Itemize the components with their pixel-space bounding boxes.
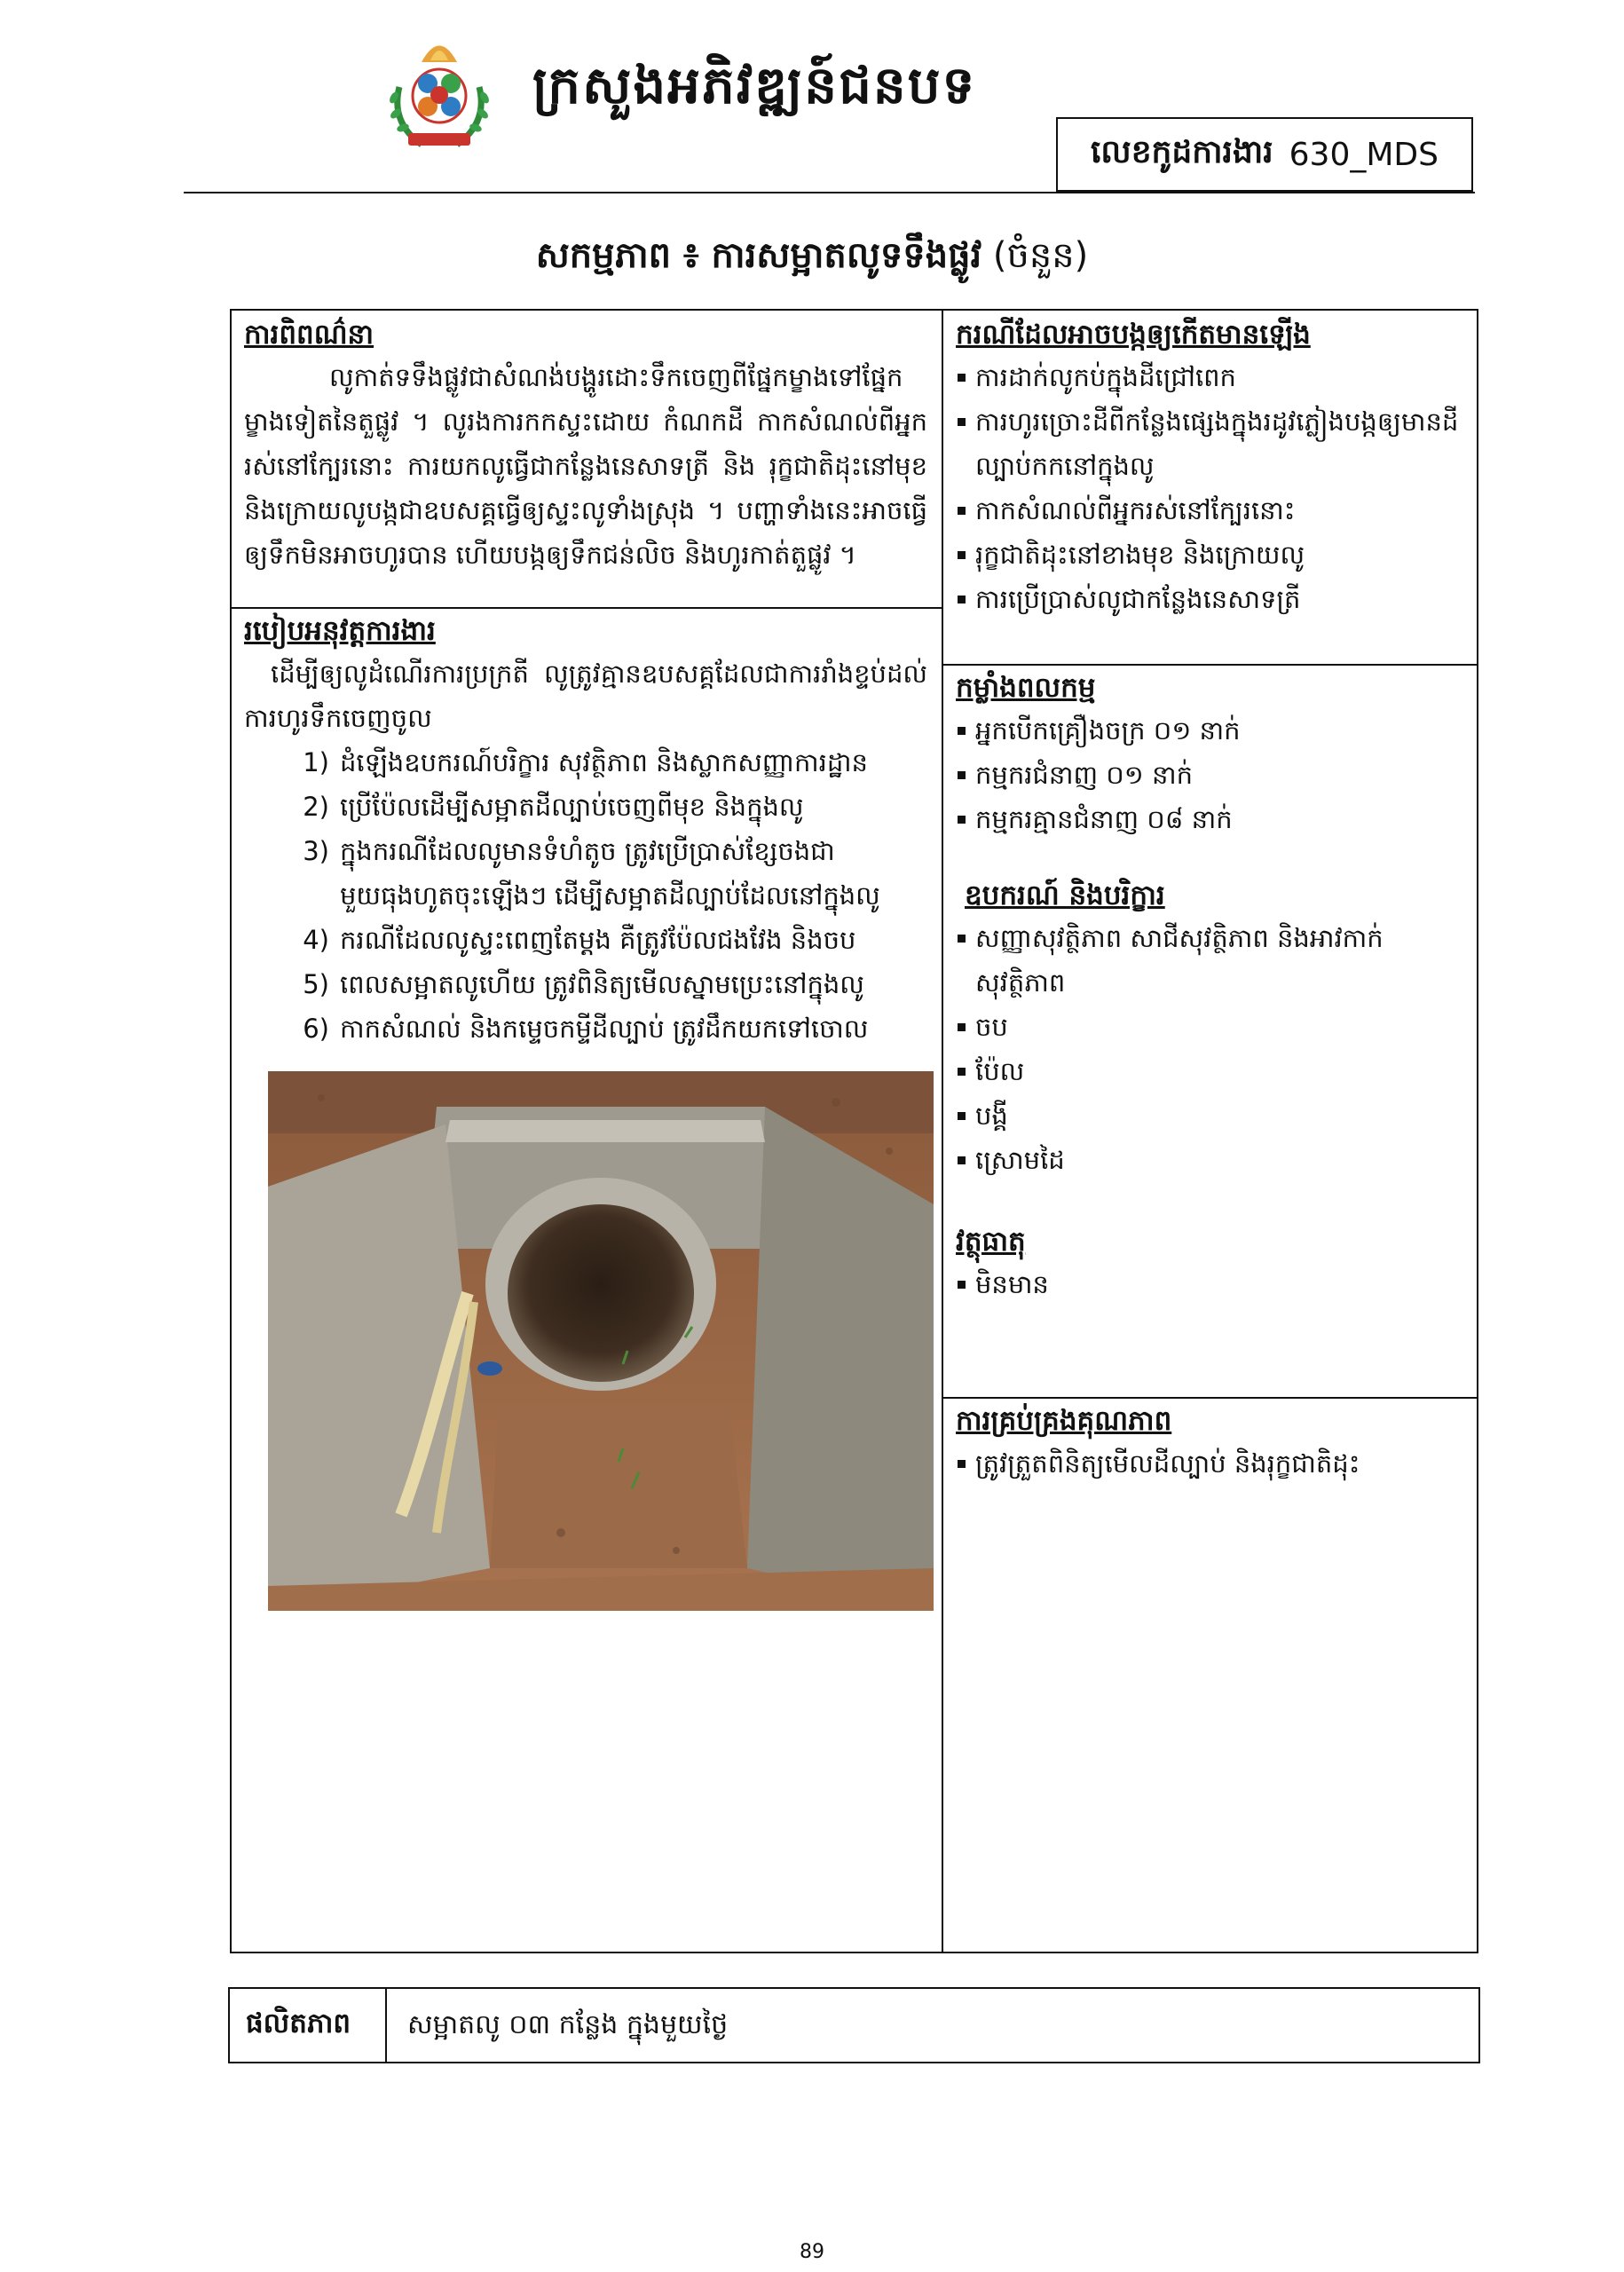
list-item: កម្មករគ្មានជំនាញ ០៨ នាក់ xyxy=(956,797,1462,841)
row-divider-right-2 xyxy=(942,1397,1477,1399)
quality-list xyxy=(956,1441,1462,1486)
list-item: រុក្ខជាតិដុះនៅខាងមុខ និងក្រោយលូ xyxy=(956,532,1462,577)
list-item: អ្នកបើកគ្រឿងចក្រ ០១ នាក់ xyxy=(956,708,1462,753)
method-step: 2) ប្រើប៉ែលដើម្បីសម្អាតដីល្បាប់ចេញពីមុខ និងក្នុងលូ xyxy=(303,792,804,822)
list-item: ចប xyxy=(956,1005,1462,1049)
list-item: ការប្រើប្រាស់លូជាកន្លែងនេសាទត្រី xyxy=(956,577,1462,621)
header-divider xyxy=(184,192,1475,193)
method-step: 1) ដំឡើងឧបករណ៍បរិក្ខារ សុវត្ថិភាព និងស្លាកសញ្ញាការដ្ឋាន xyxy=(303,747,868,777)
row-divider-left xyxy=(232,607,942,609)
list-item: បង្គី xyxy=(956,1093,1462,1138)
list-item: កម្មករជំនាញ ០១ នាក់ xyxy=(956,753,1462,797)
work-code-label: លេខកូដការងារ xyxy=(1090,133,1273,170)
method-heading: របៀបអនុវត្តការងារ xyxy=(244,615,436,647)
column-divider xyxy=(942,311,943,1952)
method-intro: ដើម្បីឲ្យលូដំណើរការប្រក្រតី លូត្រូវគ្មានឧបសគ្គដែលជាការរាំងខ្ទប់ដល់ការហូរទឹកចេញចូល xyxy=(244,659,927,733)
productivity-divider xyxy=(385,1989,387,2062)
list-item: មិនមាន xyxy=(956,1262,1462,1306)
method-step: 5) ពេលសម្អាតលូហើយ ត្រូវពិនិត្យមើលស្នាមប្រេះនៅក្នុងលូ xyxy=(303,969,864,999)
culvert-photo xyxy=(268,1071,934,1611)
materials-heading: វត្ថុធាតុ xyxy=(956,1226,1026,1258)
list-item: ការដាក់លូកប់ក្នុងដីជ្រៅពេក xyxy=(956,355,1462,399)
work-code-box xyxy=(1056,117,1473,192)
list-item: កាកសំណល់ពីអ្នករស់នៅក្បែរនោះ xyxy=(956,488,1462,532)
labor-list xyxy=(956,708,1462,841)
description-heading: ការពិពណ៌នា xyxy=(244,319,374,351)
equipment-heading: ឧបករណ៍ និងបរិក្ខារ xyxy=(965,880,1165,911)
page-number: 89 xyxy=(800,2241,824,2263)
list-item: ត្រូវត្រួតពិនិត្យមើលដីល្បាប់ និងរុក្ខជាតិដុះ xyxy=(956,1441,1462,1486)
activity-qualifier: (ចំនួន) xyxy=(992,235,1089,276)
activity-title xyxy=(0,233,1624,285)
method-steps xyxy=(244,740,927,1051)
list-item: សញ្ញាសុវត្ថិភាព សាជីសុវត្ថិភាព និងអាវកាក់សុវត្ថិភាព xyxy=(956,916,1462,1005)
quality-heading: ការគ្រប់គ្រងគុណភាព xyxy=(956,1405,1172,1437)
causes-list xyxy=(956,355,1462,621)
activity-label: សកម្មភាព ៖ ការសម្អាតលូទទឹងផ្លូវ xyxy=(535,235,982,276)
method-step: 3) ក្នុងករណីដែលលូមានទំហំតូច ត្រូវប្រើប្រាស់ខ្សែចងជាមួយធុងហូតចុះឡើងៗ ដើម្បីសម្អាតដីល្បាប់ដែលនៅក្នុងលូ xyxy=(303,836,880,911)
row-divider-right-1 xyxy=(942,664,1477,666)
labor-heading: កម្លាំងពលកម្ម xyxy=(956,672,1096,704)
method-step: 4) ករណីដែលលូស្ទះពេញតែម្តង គឺត្រូវប៉ែលជងវែង និងចប xyxy=(303,925,856,955)
materials-list xyxy=(956,1262,1462,1306)
ministry-title: ក្រសួងអភិវឌ្ឍន៍ជនបទ xyxy=(532,55,977,115)
equipment-list xyxy=(956,916,1462,1182)
method-step: 6) កាកសំណល់ និងកម្ទេចកម្ទីដីល្បាប់ ត្រូវដឹកយកទៅចោល xyxy=(303,1014,869,1044)
productivity-heading: ផលិតភាព xyxy=(246,2008,351,2039)
list-item: ការហូរច្រោះដីពីកន្លែងផ្សេងក្នុងរដូវភ្លៀងបង្កឲ្យមានដីល្បាប់កកនៅក្នុងលូ xyxy=(956,399,1462,488)
productivity-value: សម្អាតលូ ០៣ កន្លែង ក្នុងមួយថ្ងៃ xyxy=(407,2009,729,2040)
list-item: ស្រោមដៃ xyxy=(956,1138,1462,1182)
description-text: លូកាត់ទទឹងផ្លូវជាសំណង់បង្ហូរដោះទឹកចេញពីផ្នែកម្ខាងទៅផ្នែកម្ខាងទៀតនៃតួផ្លូវ ។ លូរងការកកស្ទះដោយ កំណកដី កាកសំណល់ពីអ្នករស់នៅក្បែរនោះ ការយកលូធ្វើជាកន្លែងនេសាទត្រី និង រុក្ខជាតិដុះនៅមុខ និងក្រោយលូបង្កជាឧបសគ្គធ្វើឲ្យស្ទះលូទាំងស្រុង ។ បញ្ហាទាំងនេះអាចធ្វើឲ្យទឹកមិនអាចហូរបាន ហើយបង្កឲ្យទឹកជន់លិច និងហូរកាត់តួផ្លូវ ។ xyxy=(244,362,927,570)
ministry-logo xyxy=(382,25,497,158)
work-code-value: 630_MDS xyxy=(1289,136,1439,173)
list-item: ប៉ែល xyxy=(956,1049,1462,1093)
productivity-table xyxy=(228,1987,1480,2063)
causes-heading: ករណីដែលអាចបង្កឲ្យកើតមានឡើង xyxy=(956,319,1311,351)
